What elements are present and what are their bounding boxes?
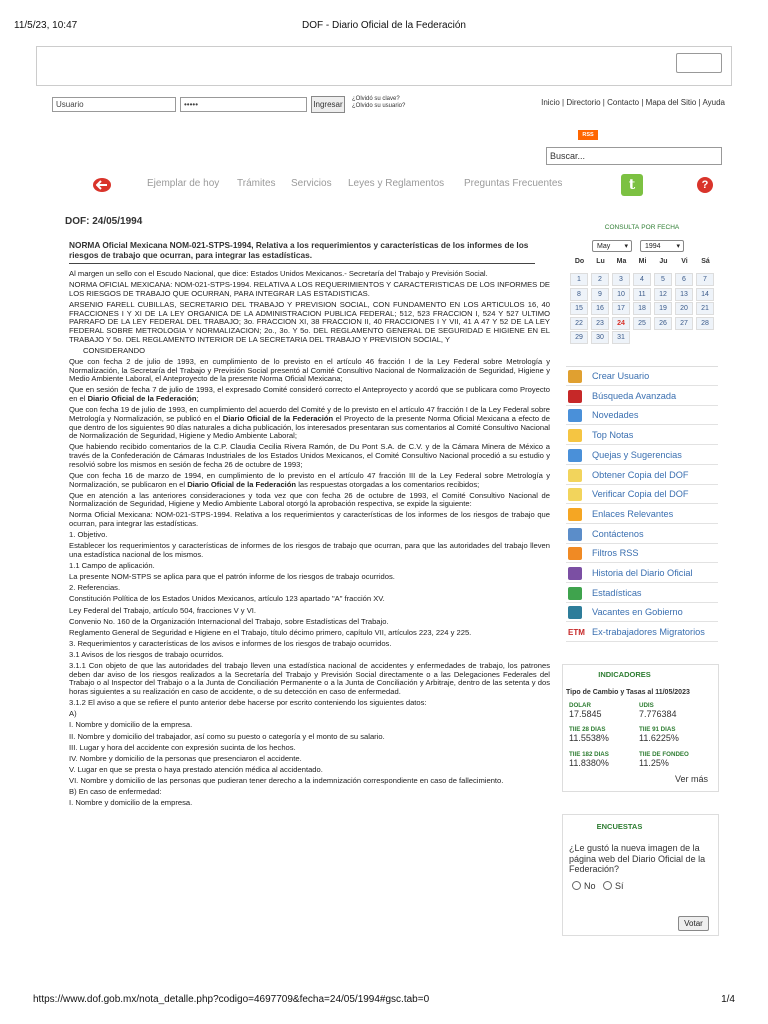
calendar-day[interactable]: 5: [654, 273, 672, 286]
calendar-day[interactable]: 18: [633, 302, 651, 315]
article-paragraph: La presente NOM-STPS se aplica para que el patrón informe de los riesgos de trabajo ocurridos.: [69, 572, 395, 582]
article-title: NORMA Oficial Mexicana NOM-021-STPS-1994, Relativa a los requerimientos y características de los informes de los riesgos de trabajo que ocurran, para integrar las estadísticas.: [69, 240, 529, 260]
survey-title: ENCUESTAS: [596, 822, 643, 831]
document-icon: [568, 469, 582, 482]
etm-logo-icon: ETM: [568, 626, 588, 639]
chevron-down-icon: ▾: [624, 243, 628, 250]
indicators-subtitle: Tipo de Cambio y Tasas al 11/05/2023: [566, 689, 690, 696]
article-paragraph: B) En caso de enfermedad:: [69, 786, 162, 796]
sidebar-item[interactable]: [566, 387, 718, 406]
sidebar-item[interactable]: [566, 505, 718, 524]
briefcase-icon: [568, 606, 582, 619]
sidebar-item-label: Top Notas: [592, 430, 634, 441]
article-paragraph: 3.1.1 Con objeto de que las autoridades del trabajo lleven una estadística nacional de accidentes y enfermedades de trabajo, los patrones deben dar aviso de los riesgos realizados a la Secretaría del Trabajo y Previsión Social directamente o a las Delegaciones Federales del Trabajo o al Inspector del Trabajo o a la Junta de Conciliación Permanente o a la Junta de Conciliación y Arbitraje, dentro de las setenta y dos horas siguientes a su realización en caso de accidente, o de su detección en caso de enfermedad.: [69, 661, 550, 697]
sidebar-item[interactable]: [566, 446, 718, 465]
calendar-day[interactable]: 25: [633, 317, 651, 330]
article-paragraph: Al margen un sello con el Escudo Nacional, que dice: Estados Unidos Mexicanos.- Secretaría del Trabajo y Previsión Social.: [69, 269, 488, 278]
sidebar-item-label: Contáctenos: [592, 528, 644, 539]
sidebar-item-label: Quejas y Sugerencias: [592, 449, 682, 460]
news-icon: [568, 409, 582, 422]
indicator-label: TIIE 28 DIAS: [569, 726, 606, 733]
forgot-links: [352, 96, 405, 110]
header-banner: [36, 46, 732, 86]
search-icon: [568, 390, 582, 403]
article-paragraph: 3.1 Avisos de los riesgos de trabajo ocurridos.: [69, 649, 224, 659]
article-body: [69, 270, 550, 810]
top-links: Inicio | Directorio | Contacto | Mapa del Sitio | Ayuda: [541, 98, 725, 107]
sidebar-item-label: Estadísticas: [592, 587, 642, 598]
article-paragraph: Convenio No. 160 de la Organización Internacional del Trabajo, sobre Estadísticas del Trabajo.: [69, 616, 389, 626]
login-button[interactable]: Ingresar: [311, 96, 345, 113]
indicators-title: INDICADORES: [598, 670, 651, 679]
sidebar-item[interactable]: [566, 466, 718, 485]
calendar-day[interactable]: 6: [675, 273, 693, 286]
sidebar-item-label: Obtener Copia del DOF: [592, 469, 689, 480]
article-paragraph: 1. Objetivo.: [69, 530, 108, 540]
print-page-title: DOF - Diario Oficial de la Federación: [302, 20, 466, 31]
sidebar-item-label: Enlaces Relevantes: [592, 508, 674, 519]
article-paragraph: 3.1.2 El aviso a que se refiere el punto anterior debe hacerse por escrito conteniendo los siguientes datos:: [69, 698, 427, 708]
calendar-day[interactable]: 15: [570, 302, 588, 315]
indicator-item: [569, 702, 602, 719]
search-input[interactable]: Buscar...: [546, 147, 722, 165]
sidebar-item-label: Verificar Copia del DOF: [592, 489, 689, 500]
sidebar-item[interactable]: [566, 584, 718, 603]
article-paragraph: Reglamento General de Seguridad e Higiene en el Trabajo, título décimo primero, capítulo VII, artículos 223, 224 y 225.: [69, 627, 472, 637]
article-paragraph: Que con fecha 16 de marzo de 1994, en cumplimiento de lo previsto en el artículo 47 fracción III de la Ley Federal sobre Metrología y Normalización, se publicaron en el Diario Oficial de la Federación las respuestas otorgadas a los comentarios recibidos;: [69, 470, 550, 489]
calendar-day[interactable]: 1: [570, 273, 588, 286]
verify-document-icon: [568, 488, 582, 501]
link-inicio[interactable]: Inicio: [541, 98, 560, 107]
indicator-label: TIIE DE FONDEO: [639, 751, 689, 758]
sidebar-item-label: Historia del Diario Oficial: [592, 568, 693, 578]
calendar-day[interactable]: 20: [675, 302, 693, 315]
weekday-header: Vi: [681, 258, 688, 265]
article-paragraph: ARSENIO FARELL CUBILLAS, SECRETARIO DEL TRABAJO Y PREVISION SOCIAL, CON FUNDAMENTO EN LOS ARTICULOS 16, 40 FRACCIONES I Y XI DE LA LEY ORGANICA DE LA ADMINISTRACION PUBLICA FEDERAL; 512, 523 FRACCION I, 524 Y 527 ULTIMO PARRAFO DE LA LEY FEDERAL DEL TRABAJO; 3o. FRACCION XI, 38 FRACCION II, 40 FRACCIONES I Y VII, 41 A 47 Y 52 DE LA LEY FEDERAL SOBRE METROLOGIA Y NORMALIZACION; 2o., 3o. Y 5o. DEL REGLAMENTO GENERAL DE SEGURIDAD E HIGIENE EN EL TRABAJO Y 5o. DEL REGLAMENTO INTERIOR DE LA SECRETARIA DEL TRABAJO Y PREVISION SOCIAL, Y: [69, 299, 550, 344]
calendar-day[interactable]: 3: [612, 273, 630, 286]
sidebar-menu: [566, 366, 718, 643]
calendar-day[interactable]: 12: [654, 288, 672, 301]
calendar-day[interactable]: 31: [612, 331, 630, 344]
nav-tramites[interactable]: Trámites: [237, 178, 276, 189]
twitter-icon[interactable]: t: [621, 174, 643, 196]
indicator-item: [639, 726, 679, 743]
publication-date: DOF: 24/05/1994: [65, 216, 143, 227]
link-directorio[interactable]: Directorio: [566, 98, 601, 107]
radio-si[interactable]: [603, 881, 612, 890]
month-select[interactable]: May ▾: [592, 240, 632, 252]
indicator-label: UDIS: [639, 702, 654, 709]
article-paragraph: IV. Nombre y domicilio de la personas que presenciaron el accidente.: [69, 753, 302, 763]
indicator-item: [569, 726, 609, 743]
mailbox-icon: [568, 449, 582, 462]
sidebar-item-label: Ex-trabajadores Migratorios: [592, 627, 705, 638]
sidebar-item-label: Vacantes en Gobierno: [592, 607, 683, 618]
indicator-item: [569, 751, 609, 768]
star-icon: [568, 508, 582, 521]
print-url: https://www.dof.gob.mx/nota_detalle.php?codigo=4697709&fecha=24/05/1994#gsc.tab=0: [33, 994, 430, 1005]
article-paragraph: Que con fecha 19 de julio de 1993, en cumplimiento del acuerdo del Comité y de lo previsto en el artículo 47 fracción I de la Ley Federal sobre Metrología y Normalización, se publicó en el Diario Oficial de la Federación el Proyecto de la presente Norma Oficial Mexicana a efecto de que dentro de los siguientes 90 días naturales a dicha publicación, los interesados presentaran sus comentarios al Comité Consultivo Nacional de Normalización de Seguridad, Higiene y Medio Ambiente Laboral;: [69, 405, 550, 441]
article-paragraph: 1.1 Campo de aplicación.: [69, 561, 155, 571]
calendar-day[interactable]: 4: [633, 273, 651, 286]
article-paragraph: A): [69, 709, 77, 719]
sidebar-item[interactable]: [566, 367, 718, 386]
sidebar-item[interactable]: [566, 623, 718, 642]
article-paragraph: I. Nombre y domicilio de la empresa.: [69, 720, 193, 730]
calendar-day[interactable]: 23: [591, 317, 609, 330]
print-date: 11/5/23, 10:47: [14, 20, 78, 31]
article-paragraph: 2. Referencias.: [69, 583, 121, 593]
calendar-day[interactable]: 19: [654, 302, 672, 315]
article-paragraph: Norma Oficial Mexicana: NOM-021-STPS-1994. Relativa a los requerimientos y características de los informes de los riesgos de trabajo que ocurran, para integrar las estadísticas.: [69, 510, 550, 529]
forgot-password-link[interactable]: ¿Olvidó su clave?: [352, 96, 400, 102]
print-page-number: 1/4: [721, 994, 735, 1005]
sidebar-item-label: Novedades: [592, 410, 639, 421]
sidebar-item-label: Búsqueda Avanzada: [592, 390, 677, 401]
indicators-more-link[interactable]: Ver más: [675, 774, 709, 784]
calendar-day[interactable]: 7: [696, 273, 714, 286]
sidebar-item[interactable]: [566, 485, 718, 504]
calendar-day[interactable]: 24: [612, 317, 630, 330]
indicator-label: DOLAR: [569, 702, 591, 709]
sidebar-item[interactable]: [566, 426, 718, 445]
password-input[interactable]: •••••: [180, 97, 307, 112]
sidebar-item[interactable]: [566, 564, 718, 583]
weekday-header: Do: [574, 258, 585, 265]
year-select[interactable]: 1994 ▾: [640, 240, 684, 252]
forgot-user-link[interactable]: ¿Olvido su usuario?: [352, 103, 406, 109]
option-no-label: No: [584, 881, 596, 891]
calendar-day[interactable]: 11: [633, 288, 651, 301]
calendar-day[interactable]: 9: [591, 288, 609, 301]
nav-ejemplar-de-hoy[interactable]: Ejemplar de hoy: [147, 178, 220, 189]
weekday-header: Ju: [659, 258, 668, 265]
indicator-item: [639, 751, 689, 768]
calendar-day[interactable]: 22: [570, 317, 588, 330]
indicator-item: [639, 702, 677, 719]
calendar-day[interactable]: 8: [570, 288, 588, 301]
article-paragraph: Que en atención a las anteriores consideraciones y toda vez que con fecha 26 de octubre de 1993, el Comité Consultivo Nacional de Normalización de Seguridad, Higiene y Medio Ambiente Laboral otorgó la aprobación respectiva, se expide la siguiente:: [69, 490, 550, 509]
calendar-day[interactable]: 13: [675, 288, 693, 301]
survey-question: ¿Le gustó la nueva imagen de la página web del Diario Oficial de la Federación?: [569, 843, 706, 874]
indicator-label: TIIE 182 DIAS: [569, 751, 609, 758]
article-paragraph: Que en sesión de fecha 7 de julio de 1993, el expresado Comité consideró correcto el Anteproyecto y acordó que se publicara como Proyecto en el Diario Oficial de la Federación;: [69, 385, 550, 404]
survey-options: [572, 881, 624, 891]
bar-chart-icon: [568, 587, 582, 600]
option-si-label: Sí: [615, 881, 624, 891]
calendar-day[interactable]: 28: [696, 317, 714, 330]
star-doc-icon: [568, 429, 582, 442]
indicator-value: 11.6225%: [639, 733, 679, 743]
banner-button[interactable]: [676, 53, 722, 73]
sidebar-item[interactable]: [566, 603, 718, 622]
link-contacto[interactable]: Contacto: [607, 98, 640, 107]
help-icon[interactable]: ?: [697, 177, 713, 193]
calendar-day[interactable]: 26: [654, 317, 672, 330]
weekday-header: Lu: [596, 258, 605, 265]
article-paragraph: V. Lugar en que se presta o haya prestado atención médica al accidentado.: [69, 764, 323, 774]
article-paragraph: I. Nombre y domicilio de la empresa.: [69, 798, 193, 808]
books-icon: [568, 567, 582, 580]
nav-leyes-reglamentos[interactable]: Leyes y Reglamentos: [348, 178, 445, 189]
calendar-day[interactable]: 21: [696, 302, 714, 315]
link-ayuda[interactable]: Ayuda: [702, 98, 725, 107]
article-paragraph: 3. Requerimientos y características de los avisos e informes de los riesgos de trabajo ocurridos.: [69, 638, 392, 648]
indicator-value: 7.776384: [639, 709, 677, 719]
chevron-down-icon: ▾: [676, 243, 680, 250]
article-paragraph: NORMA OFICIAL MEXICANA: NOM-021-STPS-1994. RELATIVA A LOS REQUERIMIENTOS Y CARACTERISTICAS DE LOS INFORMES DE LOS RIESGOS DE TRABAJO QUE OCURRAN, PARA INTEGRAR LAS ESTADISTICAS.: [69, 280, 550, 298]
indicator-value: 11.25%: [639, 758, 669, 768]
sidebar-item[interactable]: [566, 406, 718, 425]
article-paragraph: Que con fecha 2 de julio de 1993, en cumplimiento de lo previsto en el artículo 46 fracción I de la Ley Federal sobre Metrología y Normalización, la Secretaría del Trabajo y Previsión Social presentó al Comité Consultivo Nacional de Normalización de Seguridad, Higiene y Medio Ambiente Laboral, el Anteproyecto de la presente Norma Oficial Mexicana;: [69, 356, 550, 384]
calendar-day[interactable]: 16: [591, 302, 609, 315]
indicator-value: 17.5845: [569, 709, 602, 719]
calendar-day[interactable]: 14: [696, 288, 714, 301]
calendar-day[interactable]: 17: [612, 302, 630, 315]
calendar-day[interactable]: 29: [570, 331, 588, 344]
rss-badge[interactable]: RSS: [578, 130, 598, 140]
contact-card-icon: [568, 528, 582, 541]
link-mapa-sitio[interactable]: Mapa del Sitio: [645, 98, 697, 107]
sidebar-item-label: Crear Usuario: [592, 371, 650, 381]
nav-preguntas-frecuentes[interactable]: Preguntas Frecuentes: [464, 178, 563, 189]
sidebar-item[interactable]: [566, 525, 718, 544]
article-paragraph: Que habiendo recibido comentarios de la C.P. Claudia Cecilia Rivera Ramón, de Du Pont S.A. de C.V. y de la Cámara Minera de México a través de la Confederación de Cámaras Industriales de los Estados Unidos Mexicanos, el Comité Consultivo Nacional procedió a su estudio y resolvió sobre los mismos en sesión de fecha 26 de octubre de 1993;: [69, 442, 550, 469]
calendar-day[interactable]: 10: [612, 288, 630, 301]
article-paragraph: III. Lugar y hora del accidente con expresión sucinta de los hechos.: [69, 742, 296, 752]
vote-button[interactable]: Votar: [678, 916, 709, 931]
nav-servicios[interactable]: Servicios: [291, 178, 332, 189]
username-input[interactable]: Usuario: [52, 97, 176, 112]
article-paragraph: CONSIDERANDO: [83, 345, 146, 355]
article-paragraph: II. Nombre y domicilio del trabajador, así como su puesto o categoría y el monto de su salario.: [69, 731, 385, 741]
sidebar-item-label: Filtros RSS: [592, 548, 639, 559]
rss-icon: [568, 547, 582, 560]
article-paragraph: Constitución Política de los Estados Unidos Mexicanos, artículo 123 apartado "A" fracción XV.: [69, 594, 385, 604]
back-arrow-icon[interactable]: [93, 178, 111, 192]
calendar-title: CONSULTA POR FECHA: [604, 224, 680, 231]
indicator-label: TIIE 91 DIAS: [639, 726, 676, 733]
article-paragraph: Ley Federal del Trabajo, artículo 504, fracciones V y VI.: [69, 605, 256, 615]
article-paragraph: Establecer los requerimientos y características de informes de los riesgos de trabajo que ocurran, para que las autoridades del trabajo lleven una estadística nacional de los mismos.: [69, 541, 550, 560]
sidebar-item[interactable]: [566, 544, 718, 563]
calendar-day[interactable]: 2: [591, 273, 609, 286]
user-add-icon: [568, 370, 582, 383]
indicator-value: 11.5538%: [569, 733, 609, 743]
calendar-day[interactable]: 30: [591, 331, 609, 344]
indicator-value: 11.8380%: [569, 758, 609, 768]
weekday-header: Mi: [638, 258, 647, 265]
weekday-header: Ma: [616, 258, 627, 265]
calendar-day[interactable]: 27: [675, 317, 693, 330]
title-divider: [69, 263, 535, 264]
article-paragraph: VI. Nombre y domicilio de las personas que pudieran tener derecho a la indemnización correspondiente en caso de fallecimiento.: [69, 775, 504, 785]
radio-no[interactable]: [572, 881, 581, 890]
weekday-header: Sá: [701, 258, 710, 265]
